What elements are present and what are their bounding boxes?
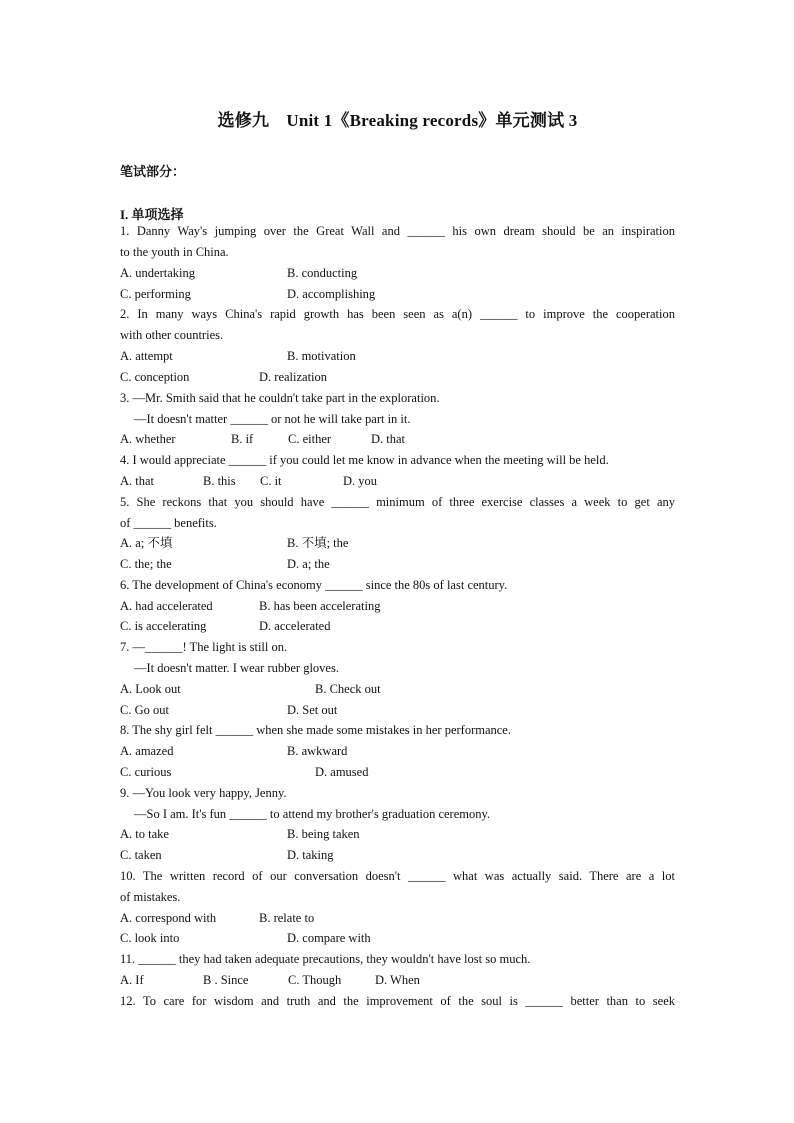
question-1-option-c: C. performing (120, 287, 191, 301)
question-5-option-a: A. a; 不填 (120, 536, 173, 550)
question-1-option-b: B. conducting (287, 266, 358, 280)
question-3-stem-cont: —It doesn't matter ______ or not he will take part in it. (134, 412, 411, 426)
question-6-stem: 6. The development of China's economy ______ since the 80s of last century. (120, 578, 508, 592)
question-4-option-d: D. you (343, 474, 378, 488)
question-9-option-c: C. taken (120, 848, 162, 862)
question-10-option-c: C. look into (120, 931, 180, 945)
question-2-stem-cont: with other countries. (120, 328, 224, 342)
question-9-option-a: A. to take (120, 827, 169, 841)
question-3-option-a: A. whether (120, 432, 176, 446)
question-10-stem: 10. The written record of our conversation doesn't ______ what was actually said. There are a lot (120, 869, 675, 883)
question-4-option-c: C. it (260, 474, 282, 488)
question-4-stem: 4. I would appreciate ______ if you could let me know in advance when the meeting will be held. (120, 453, 609, 467)
question-1-option-a: A. undertaking (120, 266, 195, 280)
question-2-option-c: C. conception (120, 370, 190, 384)
question-6-option-c: C. is accelerating (120, 619, 207, 633)
question-10-stem-cont: of mistakes. (120, 890, 181, 904)
question-4-option-b: B. this (203, 474, 236, 488)
question-2-option-d: D. realization (259, 370, 328, 384)
question-11-stem: 11. ______ they had taken adequate precautions, they wouldn't have lost so much. (120, 952, 531, 966)
question-5-option-b: B. 不填; the (287, 536, 349, 550)
question-8-stem: 8. The shy girl felt ______ when she made some mistakes in her performance. (120, 723, 511, 737)
question-7-stem-cont: —It doesn't matter. I wear rubber gloves. (134, 661, 339, 675)
question-12-stem: 12. To care for wisdom and truth and the improvement of the soul is ______ better than to seek (120, 994, 675, 1008)
question-11-option-a: A. If (120, 973, 144, 987)
question-3-option-b: B. if (231, 432, 254, 446)
question-7-stem: 7. —______! The light is still on. (120, 640, 288, 654)
question-1-option-d: D. accomplishing (287, 287, 376, 301)
question-2-option-b: B. motivation (287, 349, 356, 363)
question-8-option-b: B. awkward (287, 744, 348, 758)
question-7-option-b: B. Check out (315, 682, 381, 696)
document-title: 选修九 Unit 1《Breaking records》单元测试 3 (217, 111, 578, 130)
question-9-stem: 9. —You look very happy, Jenny. (120, 786, 287, 800)
question-7-option-d: D. Set out (287, 703, 338, 717)
question-10-option-a: A. correspond with (120, 911, 217, 925)
question-11-option-d: D. When (375, 973, 420, 987)
section-written-heading: 笔试部分： (120, 164, 186, 179)
question-1-stem: 1. Danny Way's jumping over the Great Wall and ______ his own dream should be an inspiration (120, 224, 675, 238)
question-11-option-b: B . Since (203, 973, 249, 987)
question-6-option-d: D. accelerated (259, 619, 331, 633)
question-9-option-d: D. taking (287, 848, 334, 862)
question-9-stem-cont: —So I am. It's fun ______ to attend my brother's graduation ceremony. (134, 807, 491, 821)
question-8-option-d: D. amused (315, 765, 369, 779)
question-3-option-c: C. either (288, 432, 332, 446)
question-7-option-a: A. Look out (120, 682, 181, 696)
question-10-option-b: B. relate to (259, 911, 315, 925)
question-2-option-a: A. attempt (120, 349, 173, 363)
question-5-stem-cont: of ______ benefits. (120, 516, 217, 530)
question-5-option-c: C. the; the (120, 557, 172, 571)
question-5-stem: 5. She reckons that you should have ______ minimum of three exercise classes a week to get any (120, 495, 675, 509)
question-11-option-c: C. Though (288, 973, 342, 987)
question-2-stem: 2. In many ways China's rapid growth has been seen as a(n) ______ to improve the cooperation (120, 307, 675, 321)
question-8-option-a: A. amazed (120, 744, 174, 758)
section-multiple-choice-heading: I. 单项选择 (120, 207, 184, 222)
question-6-option-b: B. has been accelerating (259, 599, 381, 613)
question-10-option-d: D. compare with (287, 931, 371, 945)
question-8-option-c: C. curious (120, 765, 172, 779)
question-6-option-a: A. had accelerated (120, 599, 213, 613)
question-4-option-a: A. that (120, 474, 155, 488)
question-7-option-c: C. Go out (120, 703, 169, 717)
question-3-stem: 3. —Mr. Smith said that he couldn't take part in the exploration. (120, 391, 440, 405)
question-5-option-d: D. a; the (287, 557, 330, 571)
question-9-option-b: B. being taken (287, 827, 360, 841)
question-3-option-d: D. that (371, 432, 406, 446)
question-1-stem-cont: to the youth in China. (120, 245, 229, 259)
